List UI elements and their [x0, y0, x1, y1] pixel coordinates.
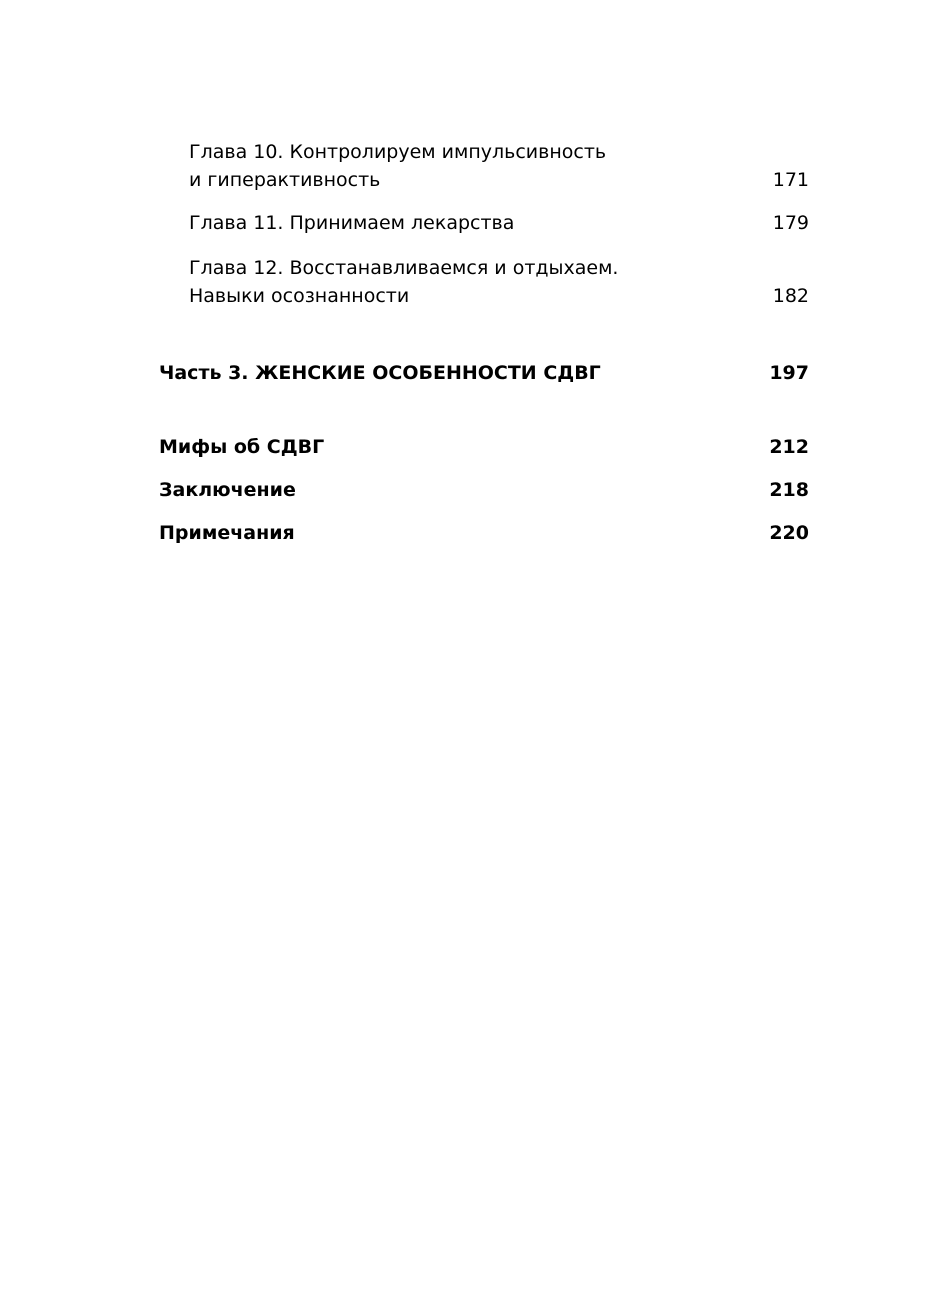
- toc-entry-title: [189, 254, 618, 310]
- toc-entry-title: [159, 433, 324, 461]
- toc-entry-title-line: и гиперактивность: [189, 169, 381, 191]
- toc-entry-title-line: Примечания: [159, 522, 295, 544]
- toc-entry-title-line: Мифы об СДВГ: [159, 436, 325, 458]
- toc-entry-title-line: Навыки осознанности: [189, 285, 410, 307]
- toc-entry-part-3[interactable]: [159, 359, 809, 387]
- toc-page-number: 212: [769, 436, 809, 458]
- table-of-contents: [159, 138, 809, 547]
- toc-entry-title-line: Глава 12. Восстанавливаемся и отдыхаем.: [189, 257, 619, 279]
- toc-entry-chapter-12[interactable]: [159, 254, 809, 310]
- toc-entry-title: [159, 359, 601, 387]
- toc-page-number: 218: [769, 479, 809, 501]
- toc-entry-title-line: Глава 10. Контролируем импульсивность: [189, 141, 607, 163]
- toc-page-number: 220: [769, 522, 809, 544]
- toc-page-number: 179: [772, 212, 809, 234]
- toc-page-number: 182: [772, 285, 809, 307]
- toc-entry-chapter-11[interactable]: [159, 209, 809, 237]
- toc-entry-title: [159, 519, 295, 547]
- toc-entry-title: [189, 209, 514, 237]
- toc-entry-title: [189, 138, 606, 194]
- toc-entry-conclusion[interactable]: [159, 476, 809, 504]
- toc-page-number: 171: [772, 169, 809, 191]
- toc-entry-title-line: Глава 11. Принимаем лекарства: [189, 212, 515, 234]
- toc-entry-title: [159, 476, 296, 504]
- toc-page-number: 197: [769, 362, 809, 384]
- toc-entry-myths[interactable]: [159, 433, 809, 461]
- toc-entry-title-line: Часть 3. ЖЕНСКИЕ ОСОБЕННОСТИ СДВГ: [159, 362, 601, 384]
- toc-entry-notes[interactable]: [159, 519, 809, 547]
- toc-entry-title-line: Заключение: [159, 479, 296, 501]
- toc-entry-chapter-10[interactable]: [159, 138, 809, 194]
